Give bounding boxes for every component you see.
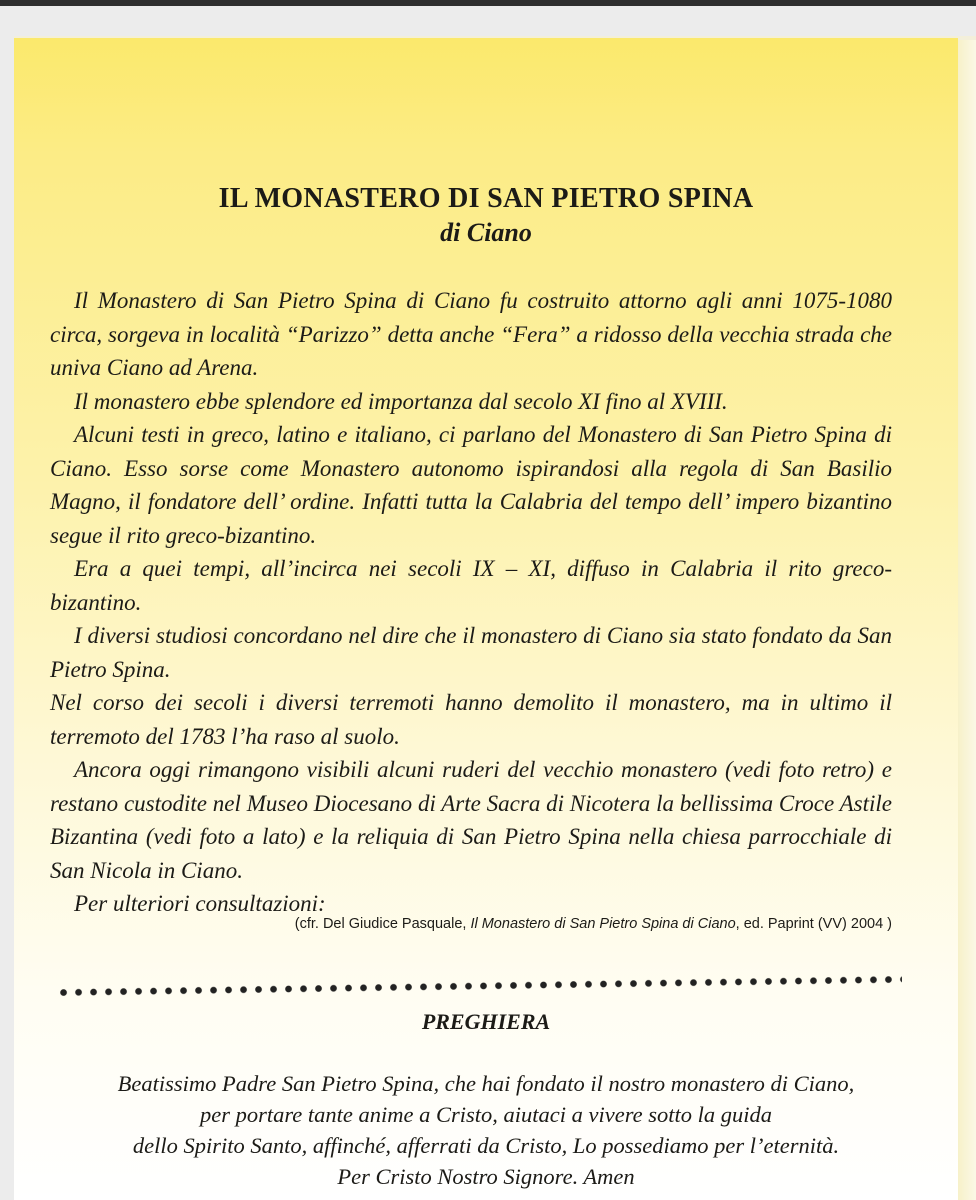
citation <box>50 914 892 934</box>
prayer-line: per portare tante anime a Cristo, aiutaci a vivere sotto la guida <box>199 1102 773 1127</box>
citation-prefix: (cfr. Del Giudice Pasquale, <box>294 916 471 932</box>
prayer-line: dello Spirito Santo, affinché, afferrati da Cristo, Lo possediamo per l’eternità. <box>132 1133 840 1158</box>
paragraph-texts: Alcuni testi in greco, latino e italiano, ci parlano del Monastero di San Pietro Spina di Ciano. Esso sorse come Monastero autonomo ispirandosi alla regola di San Basilio Magno, il fondatore dell’ ordine. Infatti tutta la Calabria del tempo dell’ impero bizantino segue il rito greco-bizantino. <box>50 422 892 548</box>
document-page <box>14 38 958 1200</box>
paragraph-scholars: I diversi studiosi concordano nel dire che il monastero di Ciano sia stato fondato da San Pietro Spina. <box>50 623 892 682</box>
paragraph-splendor: Il monastero ebbe splendore ed importanza dal secolo XI fino al XVIII. <box>74 388 728 414</box>
paragraph-founding: Il Monastero di San Pietro Spina di Ciano fu costruito attorno agli anni 1075-1080 circa, sorgeva in località “Parizzo” detta anche “Fera” a ridosso della vecchia strada che univa Ciano ad Arena. <box>50 288 892 380</box>
scanner-edge <box>0 0 976 6</box>
body-text <box>50 284 892 921</box>
prayer-title: PREGHIERA <box>421 1009 551 1034</box>
prayer-line: Per Cristo Nostro Signore. Amen <box>337 1164 635 1189</box>
prayer-line: Beatissimo Padre San Pietro Spina, che hai fondato il nostro monastero di Ciano, <box>117 1071 855 1096</box>
dotted-divider <box>56 973 902 998</box>
document-subtitle: di Ciano <box>440 218 532 247</box>
citation-book-title: Il Monastero di San Pietro Spina di Ciano <box>470 916 736 932</box>
paragraph-rite: Era a quei tempi, all’incirca nei secoli IX – XI, diffuso in Calabria il rito greco-bizantino. <box>50 556 892 615</box>
document-title: IL MONASTERO DI SAN PIETRO SPINA <box>218 183 754 214</box>
prayer-text <box>54 1068 918 1192</box>
page-edge <box>957 40 976 1200</box>
paragraph-ruins: Ancora oggi rimangono visibili alcuni ruderi del vecchio monastero (vedi foto retro) e restano custodite nel Museo Diocesano di Arte Sacra di Nicotera la bellissima Croce Astile Bizantina (vedi foto a lato) e la reliquia di San Pietro Spina nella chiesa parrocchiale di San Nicola in Ciano. <box>50 757 892 883</box>
paragraph-consultations: Per ulteriori consultazioni: <box>74 891 326 916</box>
citation-suffix: , ed. Paprint (VV) 2004 ) <box>735 916 892 932</box>
heading <box>14 182 958 250</box>
paragraph-earthquakes: Nel corso dei secoli i diversi terremoti hanno demolito il monastero, ma in ultimo il terremoto del 1783 l’ha raso al suolo. <box>50 690 892 749</box>
